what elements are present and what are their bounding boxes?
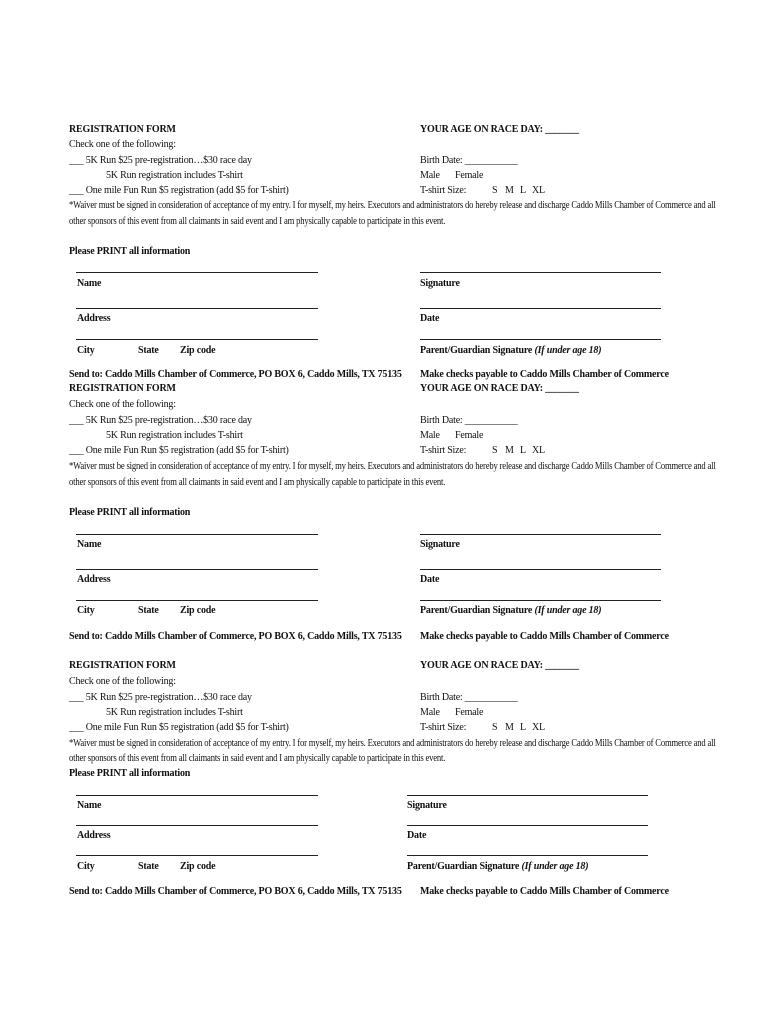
- date-label: Date: [420, 574, 440, 585]
- option-5k-note: 5K Run registration includes T-shirt: [106, 430, 243, 441]
- guardian-signature-line[interactable]: [420, 600, 661, 601]
- tshirt-size-xl[interactable]: XL: [532, 185, 545, 196]
- age-on-race-day[interactable]: YOUR AGE ON RACE DAY: _______: [420, 660, 579, 671]
- guardian-signature-label: [420, 345, 601, 357]
- signature-label: Signature: [420, 539, 460, 550]
- birth-date-field[interactable]: Birth Date: ___________: [420, 415, 518, 426]
- guardian-signature-label: [407, 861, 588, 873]
- address-label: Address: [77, 574, 111, 585]
- signature-label: Signature: [407, 800, 447, 811]
- guardian-note-text: (If under age 18): [534, 605, 602, 616]
- city-label: City: [77, 861, 95, 872]
- address-line[interactable]: [76, 308, 318, 309]
- option-fun-run[interactable]: ___ One mile Fun Run $5 registration (add $5 for T-shirt): [69, 722, 289, 733]
- guardian-signature-label: [420, 605, 601, 617]
- date-line[interactable]: [420, 308, 661, 309]
- print-info-heading: Please PRINT all information: [69, 507, 191, 518]
- birth-date-field[interactable]: Birth Date: ___________: [420, 155, 518, 166]
- check-one-text: Check one of the following:: [69, 139, 176, 150]
- city-label: City: [77, 345, 95, 356]
- waiver-text-line-1: *Waiver must be signed in consideration of acceptance of my entry. I for myself, my heirs. Executors and administrators do hereby release and discharge Caddo Mills Chamber of Commerce and all: [69, 200, 716, 211]
- tshirt-size-l[interactable]: L: [520, 445, 526, 456]
- form-title: REGISTRATION FORM: [69, 124, 176, 135]
- city-state-zip-line[interactable]: [76, 855, 318, 856]
- signature-line[interactable]: [420, 272, 661, 273]
- form-title: REGISTRATION FORM: [69, 383, 176, 394]
- state-label: State: [138, 345, 159, 356]
- option-5k-note: 5K Run registration includes T-shirt: [106, 170, 243, 181]
- guardian-label-text: Parent/Guardian Signature: [407, 861, 520, 872]
- tshirt-size-xl[interactable]: XL: [532, 722, 545, 733]
- gender-male[interactable]: Male: [420, 430, 440, 441]
- guardian-signature-line[interactable]: [407, 855, 648, 856]
- city-label: City: [77, 605, 95, 616]
- send-to-address: Send to: Caddo Mills Chamber of Commerce, PO BOX 6, Caddo Mills, TX 75135: [69, 369, 402, 380]
- print-info-heading: Please PRINT all information: [69, 246, 191, 257]
- option-5k-note: 5K Run registration includes T-shirt: [106, 707, 243, 718]
- checks-payable-note: Make checks payable to Caddo Mills Chamber of Commerce: [420, 886, 669, 897]
- date-line[interactable]: [407, 825, 648, 826]
- waiver-text-line-2: other sponsors of this event from all claimants in said event and I am physically capable to participate in this event.: [69, 216, 446, 227]
- checks-payable-note: Make checks payable to Caddo Mills Chamber of Commerce: [420, 369, 669, 380]
- state-label: State: [138, 861, 159, 872]
- tshirt-size-label: T-shirt Size:: [420, 722, 467, 733]
- signature-label: Signature: [420, 278, 460, 289]
- age-on-race-day[interactable]: YOUR AGE ON RACE DAY: _______: [420, 383, 579, 394]
- waiver-text-line-2: other sponsors of this event from all claimants in said event and I am physically capable to participate in this event.: [69, 753, 446, 764]
- option-5k-run[interactable]: ___ 5K Run $25 pre-registration…$30 race day: [69, 155, 252, 166]
- name-label: Name: [77, 278, 102, 289]
- signature-line[interactable]: [407, 795, 648, 796]
- date-line[interactable]: [420, 569, 661, 570]
- form-title: REGISTRATION FORM: [69, 660, 176, 671]
- age-on-race-day[interactable]: YOUR AGE ON RACE DAY: _______: [420, 124, 579, 135]
- name-line[interactable]: [76, 534, 318, 535]
- waiver-text-line-1: *Waiver must be signed in consideration of acceptance of my entry. I for myself, my heirs. Executors and administrators do hereby release and discharge Caddo Mills Chamber of Commerce and all: [69, 461, 716, 472]
- date-label: Date: [420, 313, 440, 324]
- tshirt-size-l[interactable]: L: [520, 185, 526, 196]
- date-label: Date: [407, 830, 427, 841]
- print-info-heading: Please PRINT all information: [69, 768, 191, 779]
- tshirt-size-m[interactable]: M: [505, 185, 514, 196]
- state-label: State: [138, 605, 159, 616]
- tshirt-size-label: T-shirt Size:: [420, 445, 467, 456]
- zip-code-label: Zip code: [180, 861, 216, 872]
- tshirt-size-m[interactable]: M: [505, 445, 514, 456]
- name-label: Name: [77, 800, 102, 811]
- check-one-text: Check one of the following:: [69, 399, 176, 410]
- waiver-text-line-2: other sponsors of this event from all claimants in said event and I am physically capable to participate in this event.: [69, 477, 446, 488]
- option-5k-run[interactable]: ___ 5K Run $25 pre-registration…$30 race day: [69, 415, 252, 426]
- gender-female[interactable]: Female: [455, 430, 484, 441]
- name-label: Name: [77, 539, 102, 550]
- tshirt-size-m[interactable]: M: [505, 722, 514, 733]
- address-line[interactable]: [76, 825, 318, 826]
- guardian-label-text: Parent/Guardian Signature: [420, 345, 533, 356]
- option-fun-run[interactable]: ___ One mile Fun Run $5 registration (add $5 for T-shirt): [69, 185, 289, 196]
- tshirt-size-label: T-shirt Size:: [420, 185, 467, 196]
- address-label: Address: [77, 830, 111, 841]
- birth-date-field[interactable]: Birth Date: ___________: [420, 692, 518, 703]
- guardian-note-text: (If under age 18): [534, 345, 602, 356]
- guardian-label-text: Parent/Guardian Signature: [420, 605, 533, 616]
- guardian-signature-line[interactable]: [420, 339, 661, 340]
- option-5k-run[interactable]: ___ 5K Run $25 pre-registration…$30 race day: [69, 692, 252, 703]
- tshirt-size-s[interactable]: S: [492, 722, 498, 733]
- waiver-text-line-1: *Waiver must be signed in consideration of acceptance of my entry. I for myself, my heirs. Executors and administrators do hereby release and discharge Caddo Mills Chamber of Commerce and all: [69, 738, 716, 749]
- checks-payable-note: Make checks payable to Caddo Mills Chamber of Commerce: [420, 631, 669, 642]
- tshirt-size-s[interactable]: S: [492, 185, 498, 196]
- signature-line[interactable]: [420, 534, 661, 535]
- city-state-zip-line[interactable]: [76, 339, 318, 340]
- gender-female[interactable]: Female: [455, 170, 484, 181]
- option-fun-run[interactable]: ___ One mile Fun Run $5 registration (add $5 for T-shirt): [69, 445, 289, 456]
- zip-code-label: Zip code: [180, 345, 216, 356]
- tshirt-size-s[interactable]: S: [492, 445, 498, 456]
- gender-female[interactable]: Female: [455, 707, 484, 718]
- tshirt-size-xl[interactable]: XL: [532, 445, 545, 456]
- name-line[interactable]: [76, 272, 318, 273]
- address-label: Address: [77, 313, 111, 324]
- city-state-zip-line[interactable]: [76, 600, 318, 601]
- address-line[interactable]: [76, 569, 318, 570]
- name-line[interactable]: [76, 795, 318, 796]
- zip-code-label: Zip code: [180, 605, 216, 616]
- gender-male[interactable]: Male: [420, 170, 440, 181]
- send-to-address: Send to: Caddo Mills Chamber of Commerce, PO BOX 6, Caddo Mills, TX 75135: [69, 886, 402, 897]
- gender-male[interactable]: Male: [420, 707, 440, 718]
- send-to-address: Send to: Caddo Mills Chamber of Commerce, PO BOX 6, Caddo Mills, TX 75135: [69, 631, 402, 642]
- guardian-note-text: (If under age 18): [521, 861, 589, 872]
- tshirt-size-l[interactable]: L: [520, 722, 526, 733]
- check-one-text: Check one of the following:: [69, 676, 176, 687]
